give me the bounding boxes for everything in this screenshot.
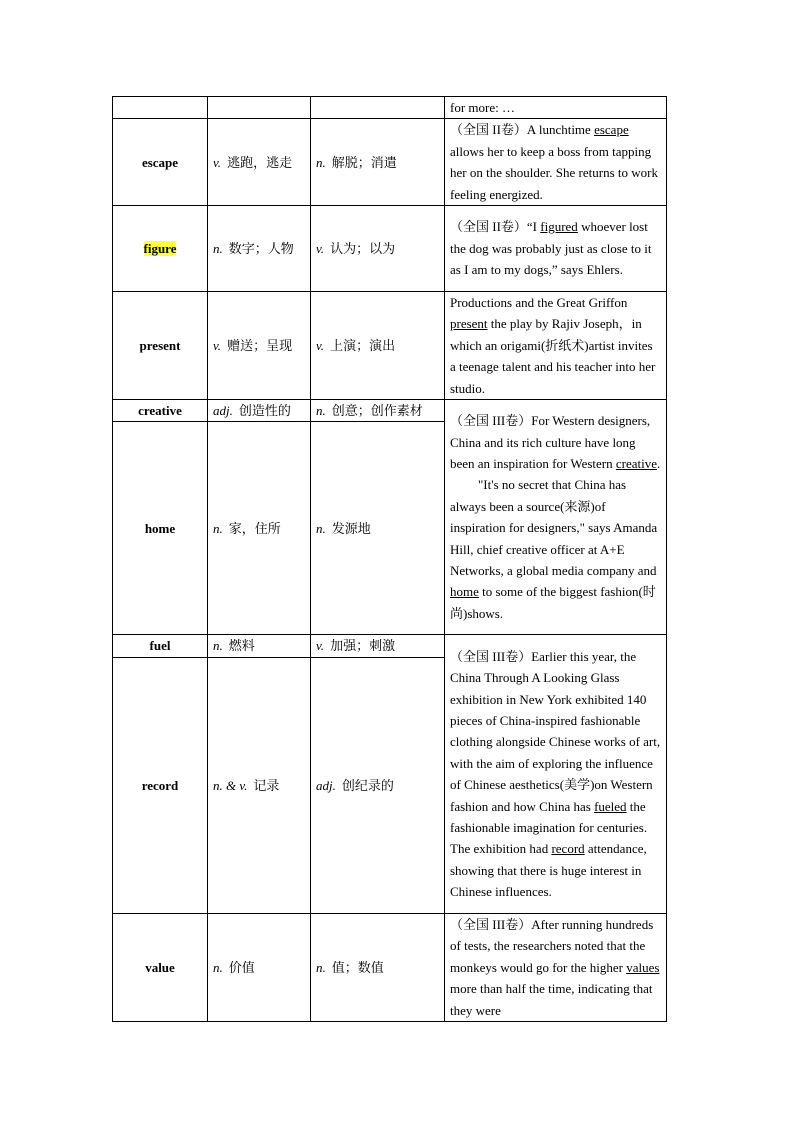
definition-cell: n. 家，住所 [208,422,311,635]
table-row [113,913,667,1021]
definition-cell: n. 值；数值 [311,913,445,1021]
example-cell: Productions and the Great Griffon present the play by Rajiv Joseph，in which an origami(折纸术)artist invites a teenage talent and his teacher into her studio. [445,292,667,400]
table-row [113,635,667,657]
definition-cell: adj. 创纪录的 [311,657,445,913]
example-cell: （全国 II卷）A lunchtime escape allows her to keep a boss from tapping her on the shoulder. She returns to work feeling energized. [445,119,667,206]
definition-cell: n. 价值 [208,913,311,1021]
definition-cell: n. 发源地 [311,422,445,635]
definition-cell [311,97,445,119]
definition-cell: adj. 创造性的 [208,400,311,422]
word-cell: record [113,657,208,913]
definition-cell: n. 燃料 [208,635,311,657]
definition-cell [208,97,311,119]
definition-cell: v. 加强；刺激 [311,635,445,657]
example-cell: （全国 III卷）Earlier this year, the China Through A Looking Glass exhibition in New York exhibited 140 pieces of China-inspired fashionable clothing alongside Chinese works of art, with the aim of exploring the influence of Chinese aesthetics(美学)on Western fashion and how China has fueled the fashionable imagination for centuries. The exhibition had record attendance, showing that there is huge interest in Chinese influences. [445,635,667,913]
definition-cell: n. 数字；人物 [208,206,311,292]
example-cell: （全国 II卷）“I figured whoever lost the dog was probably just as close to it as I am to my dogs,” says Ehlers. [445,206,667,292]
definition-cell: v. 认为；以为 [311,206,445,292]
word-cell: escape [113,119,208,206]
example-cell: （全国 III卷）After running hundreds of tests, the researchers noted that the monkeys would go for the higher values more than half the time, indicating that they were [445,913,667,1021]
example-cell: （全国 III卷）For Western designers, China and its rich culture have long been an inspiration for Western creative. "It's no secret that China has always been a source(来源)of inspiration for designers," says Amanda Hill, chief creative officer at A+E Networks, a global media company and home to some of the biggest fashion(时尚)shows. [445,400,667,635]
definition-cell: v. 上演；演出 [311,292,445,400]
word-cell: fuel [113,635,208,657]
word-cell-highlighted: figure [113,206,208,292]
definition-cell: v. 逃跑，逃走 [208,119,311,206]
word-cell [113,97,208,119]
table-row [113,400,667,422]
word-cell: value [113,913,208,1021]
table-row [113,97,667,119]
definition-cell: n. 解脱；消遣 [311,119,445,206]
word-cell: creative [113,400,208,422]
word-cell: present [113,292,208,400]
table-row [113,292,667,400]
example-cell: for more: … [445,97,667,119]
vocabulary-table [112,96,667,1022]
definition-cell: n. 创意；创作素材 [311,400,445,422]
definition-cell: v. 赠送；呈现 [208,292,311,400]
definition-cell: n. & v. 记录 [208,657,311,913]
table-row [113,119,667,206]
word-cell: home [113,422,208,635]
table-row [113,206,667,292]
